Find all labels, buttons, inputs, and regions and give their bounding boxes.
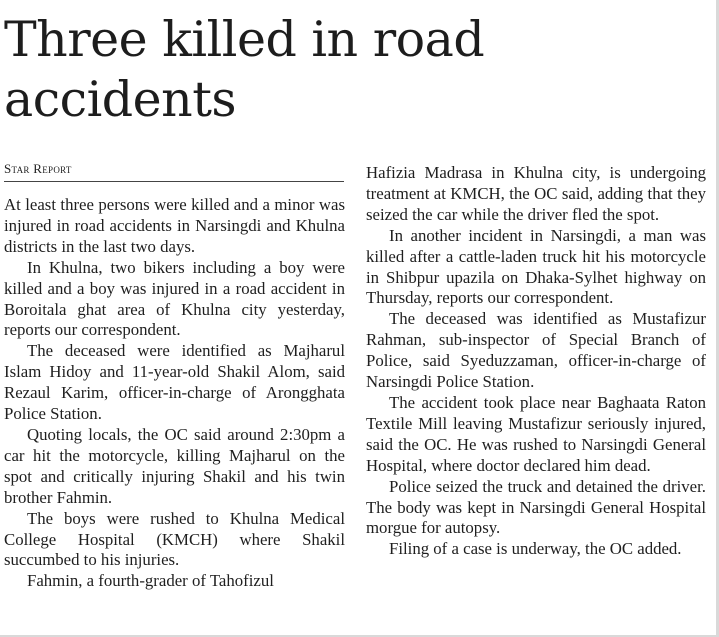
- paragraph-continued: Hafizia Madrasa in Khulna city, is undergoing treatment at KMCH, the OC said, adding that they seized the car while the driver fled the spot.: [366, 163, 706, 224]
- paragraph: Filing of a case is underway, the OC added.: [389, 539, 682, 559]
- headline: Three killed in road accidents: [4, 11, 485, 128]
- paragraph: The accident took place near Baghaata Raton Textile Mill leaving Mustafizur seriously injured, said the OC. He was rushed to Narsingdi General Hospital, where doctor declared him dead.: [366, 392, 706, 475]
- paragraph: The deceased was identified as Mustafizur Rahman, sub-inspector of Special Branch of Police, said Syeduzzaman, officer-in-charge of Narsingdi Police Station.: [366, 309, 706, 392]
- paragraph: In another incident in Narsingdi, a man was killed after a cattle-laden truck hit his motorcycle in Shibpur upazila on Dhaka-Sylhet highway on Thursday, reports our correspondent.: [366, 225, 706, 308]
- byline: Star Report: [4, 161, 72, 176]
- paragraph: The deceased were identified as Majharul Islam Hidoy and 11-year-old Shakil Alom, said Rezaul Karim, officer-in-charge of Arongghata Police Station.: [4, 341, 345, 424]
- paragraph: The boys were rushed to Khulna Medical College Hospital (KMCH) where Shakil succumbed to his injuries.: [4, 508, 345, 570]
- paragraph: At least three persons were killed and a minor was injured in road accidents in Narsingdi and Khulna districts in the last two days.: [4, 195, 345, 256]
- paragraph: In Khulna, two bikers including a boy were killed and a boy was injured in a road accident in Boroitala ghat area of Khulna city yesterday, reports our correspondent.: [4, 257, 345, 340]
- right-column: [366, 163, 706, 560]
- paragraph: Fahmin, a fourth-grader of Tahofizul: [27, 571, 274, 591]
- left-column: [4, 195, 345, 592]
- paragraph: Police seized the truck and detained the driver. The body was kept in Narsingdi General Hospital morgue for autopsy.: [366, 476, 706, 538]
- byline-divider: [4, 181, 344, 182]
- paragraph: Quoting locals, the OC said around 2:30pm a car hit the motorcycle, killing Majharul on the spot and critically injuring Shakil and his twin brother Fahmin.: [4, 424, 345, 507]
